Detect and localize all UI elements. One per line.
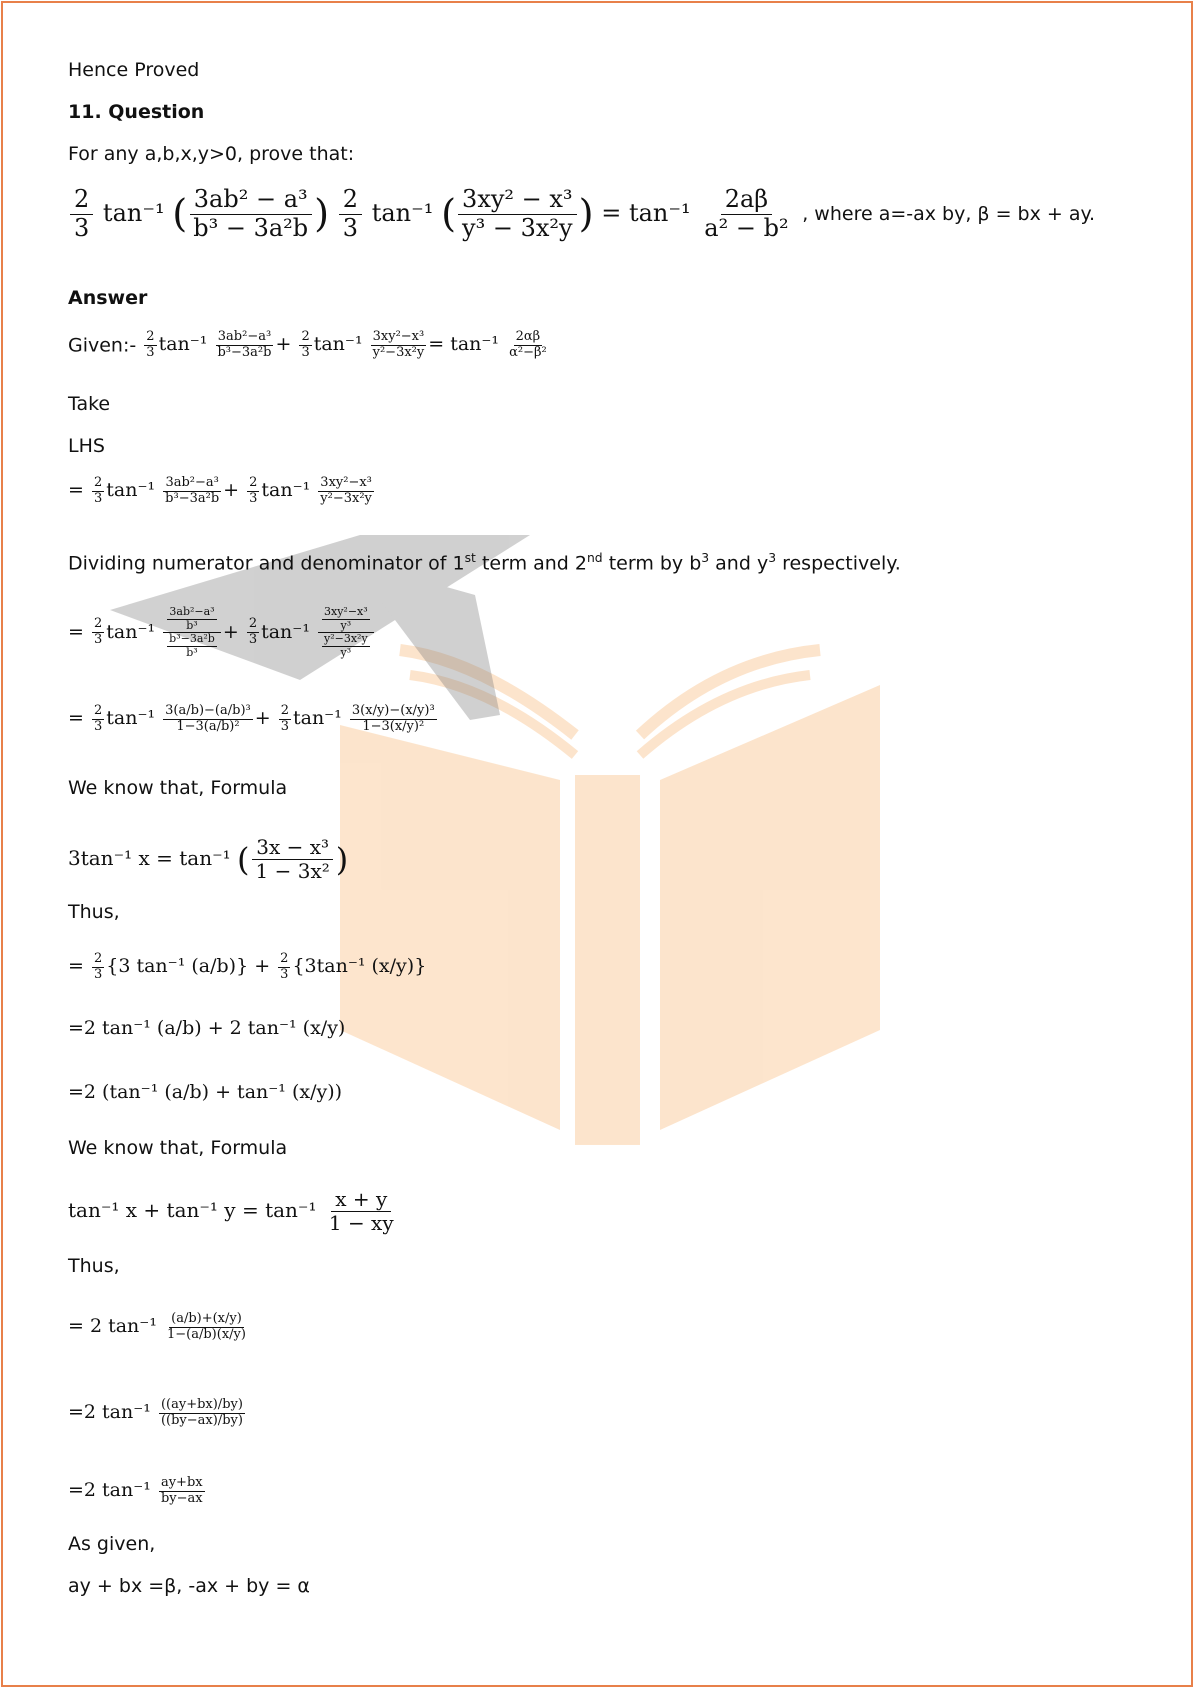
question-text: For any a,b,x,y>0, prove that: xyxy=(68,143,355,165)
we-know-formula-1: We know that, Formula xyxy=(68,777,288,799)
given-equation: Given:- $\frac{2}{3}$ tan⁻¹ $\frac{\text{3ab²−a³}}{\text{b³−3a²b}}$ + $\frac{2}{3}$ tan⁻¹ $\frac{\text{3xy²−x³}}{\text{y²−3x²y}}$ = tan⁻¹ $\frac{2\alpha\beta}{\text{α²−β²}}$ xyxy=(68,329,547,360)
step-factor-two: =2 (tan⁻¹ (a/b) + tan⁻¹ (x/y)) xyxy=(68,1081,343,1103)
hence-proved-text: Hence Proved xyxy=(68,59,200,81)
question-heading: 11. Question xyxy=(68,101,205,123)
thus-text-1: Thus, xyxy=(68,901,120,923)
we-know-formula-2: We know that, Formula xyxy=(68,1137,288,1159)
final-substitution-line: ay + bx =β, -ax + by = α xyxy=(68,1575,310,1597)
question-equation: $\frac{2}{3}$ tan⁻¹ ( $\frac{\text{3ab² − a³}}{\text{b³ − 3a²b}}$ ) $\frac{2}{3}$ tan⁻¹ ( $\frac{\text{3xy² − x³}}{\text{y³ − 3x²y}}$ ) = tan⁻¹ $\frac{2a\beta}{\text{a² − b²}}$ , where a=-ax by, β = bx + ay. xyxy=(68,186,1095,242)
lhs-equation: = $\frac{2}{3}$ tan⁻¹ $\frac{\text{3ab²−a³}}{\text{b³−3a²b}}$ + $\frac{2}{3}$ tan⁻¹ $\frac{\text{3xy²−x³}}{\text{y²−3x²y}}$ xyxy=(68,475,372,506)
divided-equation: = $\frac{2}{3}$ tan⁻¹ $\frac{\frac{\text{3ab²−a³}}{\text{b³}}}{\frac{\text{b³−3a²b}}{\text{b³}}}$ + $\frac{2}{3}$ tan⁻¹ $\frac{\frac{\text{3xy²−x³}}{\text{y³}}}{\frac{\text{y²−3x²y}}{\text{y³}}}$ xyxy=(68,606,376,660)
step-double-sum: =2 tan⁻¹ (a/b) + 2 tan⁻¹ (x/y) xyxy=(68,1017,346,1039)
as-given-text: As given, xyxy=(68,1533,156,1555)
thus-text-2: Thus, xyxy=(68,1255,120,1277)
step-triple-substitution: = $\frac{2}{3}$ {3 tan⁻¹ (a/b)} + $\frac{2}{3}$ {3tan⁻¹ (x/y)} xyxy=(68,951,427,982)
formula-triple-angle: 3tan⁻¹ x = tan⁻¹ ( $\frac{\text{3x − x³}}{\text{1 − 3x²}}$ ) xyxy=(68,835,349,883)
answer-heading: Answer xyxy=(68,287,148,309)
step-sum-substitution: = 2 tan⁻¹ $\frac{(a/b)+(x/y)}{1-(a/b)(x/y)}$ xyxy=(68,1311,246,1342)
formula-sum-angle: tan⁻¹ x + tan⁻¹ y = tan⁻¹ $\frac{x + y}{1 - xy}$ xyxy=(68,1187,394,1235)
step-common-denominator: =2 tan⁻¹ $\frac{((ay+bx)/by)}{((by-ax)/by)}$ xyxy=(68,1397,243,1428)
take-text: Take xyxy=(68,393,111,415)
step-simplified: =2 tan⁻¹ $\frac{ay+bx}{by-ax}$ xyxy=(68,1475,203,1506)
lhs-label: LHS xyxy=(68,435,105,457)
dividing-text: Dividing numerator and denominator of 1st term and 2nd term by $b^3$ and $y^3$ respectively. xyxy=(68,551,901,575)
ratio-equation: = $\frac{2}{3}$ tan⁻¹ $\frac{\text{3(a/b)−(a/b)³}}{\text{1−3(a/b)²}}$ + $\frac{2}{3}$ tan⁻¹ $\frac{\text{3(x/y)−(x/y)³}}{\text{1−3(x/y)²}}$ xyxy=(68,703,435,734)
